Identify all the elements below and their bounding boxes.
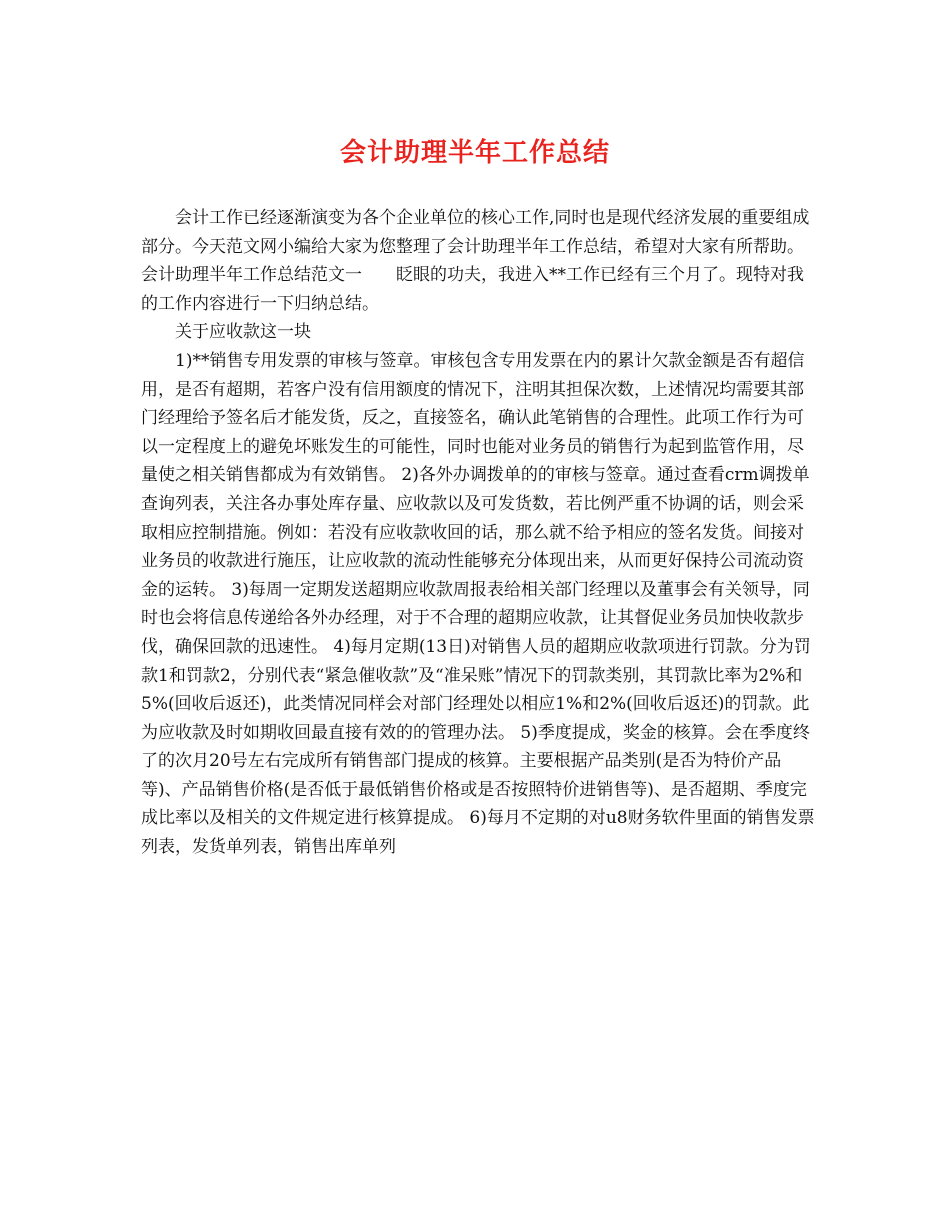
sample-heading-paragraph: 会计助理半年工作总结范文一 眨眼的功夫，我进入**工作已经有三个月了。现特对我的工作内容进行一下归纳总结。	[141, 265, 804, 314]
section-heading: 关于应收款这一块	[175, 322, 311, 343]
receivables-paragraph: 1)**销售专用发票的审核与签章。审核包含专用发票在内的累计欠款金额是否有超信用，是否有超期，若客户没有信用额度的情况下，注明其担保次数，上述情况均需要其部门经理给予签名后才能发货，反之，直接签名，确认此笔销售的合理性。此项工作行为可以一定程度上的避免坏账发生的可能性，同时也能对业务员的销售行为起到监管作用，尽量使之相关销售都成为有效销售。 2)各外办调拨单的的审核与签章。通过查看crm调拨单查询列表，关注各办事处库存量、应收款以及可发货数，若比例严重不协调的话，则会采取相应控制措施。例如：若没有应收款收回的话，那么就不给予相应的签名发货。间接对业务员的收款进行施压，让应收款的流动性能够充分体现出来，从而更好保持公司流动资金的运转。 3)每周一定期发送超期应收款周报表给相关部门经理以及董事会有关领导，同时也会将信息传递给各外办经理，对于不合理的超期应收款，让其督促业务员加快收款步伐，确保回款的迅速性。 4)每月定期(13日)对销售人员的超期应收款项进行罚款。分为罚款1和罚款2，分别代表“紧急催收款”及“准呆账”情况下的罚款类别，其罚款比率为2%和5%(回收后返还)，此类情况同样会对部门经理处以相应1%和2%(回收后返还)的罚款。此为应收款及时如期收回最直接有效的的管理办法。 5)季度提成，奖金的核算。会在季度终了的次月20号左右完成所有销售部门提成的核算。主要根据产品类别(是否为特价产品等)、产品销售价格(是否低于最低销售价格或是否按照特价进销售等)、是否超期、季度完成比率以及相关的文件规定进行核算提成。 6)每月不定期的对u8财务软件里面的销售发票列表，发货单列表，销售出库单列	[141, 350, 815, 858]
document-body	[141, 204, 816, 862]
intro-paragraph: 会计工作已经逐渐演变为各个企业单位的核心工作,同时也是现代经济发展的重要组成部分。今天范文网小编给大家为您整理了会计助理半年工作总结，希望对大家有所帮助。	[141, 208, 810, 257]
document-title: 会计助理半年工作总结	[339, 138, 610, 168]
